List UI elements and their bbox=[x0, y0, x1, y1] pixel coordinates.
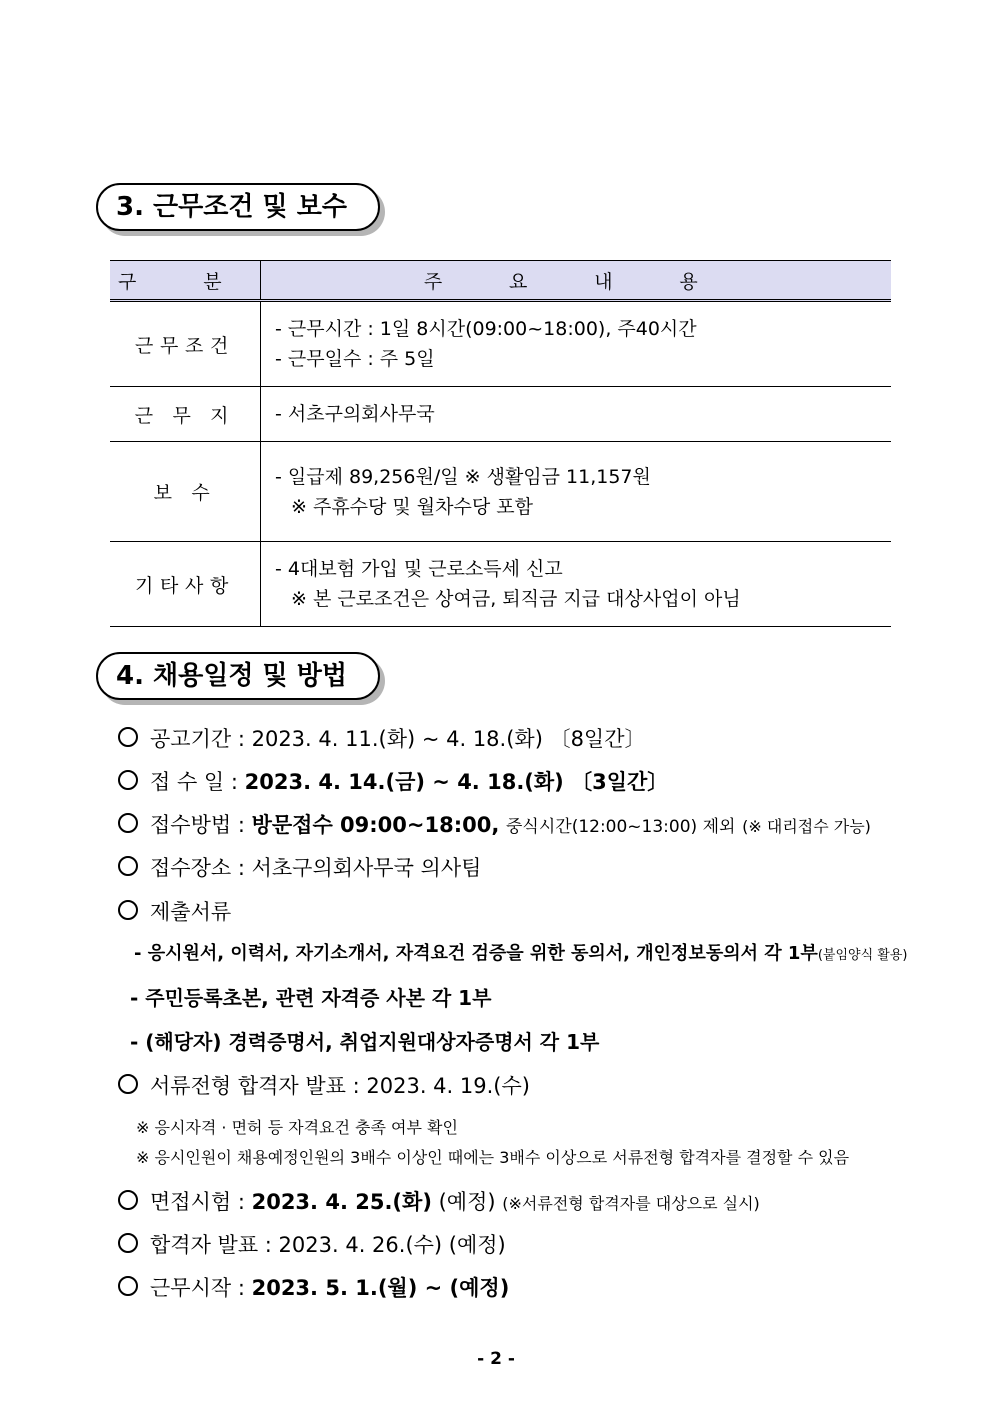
page-number: - 2 - bbox=[477, 1349, 515, 1369]
table-row bbox=[110, 301, 891, 387]
list-item: 근무시작 : 2023. 5. 1.(월) ~ (예정) bbox=[118, 1272, 509, 1302]
list-item: 제출서류 bbox=[118, 896, 231, 926]
note-text: ※ 응시인원이 채용예정인원의 3배수 이상인 때에는 3배수 이상으로 서류전형 합격자를 결정할 수 있음 bbox=[136, 1148, 850, 1167]
row-content: - 근무시간 : 1일 8시간(09:00~18:00), 주40시간 - 근무일수 : 주 5일 bbox=[261, 301, 892, 387]
table-header bbox=[110, 261, 891, 301]
row-label: 기타사항 bbox=[110, 542, 261, 627]
table-row bbox=[110, 387, 891, 442]
section-3-title: 3. 근무조건 및 보수 bbox=[96, 183, 380, 231]
circle-bullet-icon bbox=[118, 1233, 138, 1253]
circle-bullet-icon bbox=[118, 727, 138, 747]
work-conditions-table bbox=[110, 260, 891, 627]
row-content: - 일급제 89,256원/일 ※ 생활임금 11,157원 ※ 주휴수당 및 월차수당 포함 bbox=[261, 442, 892, 542]
header-content: 주 요 내 용 bbox=[261, 261, 892, 301]
section-4-title: 4. 채용일정 및 방법 bbox=[96, 652, 380, 700]
list-item: 접 수 일 : 2023. 4. 14.(금) ~ 4. 18.(화) 〔3일간〕 bbox=[118, 766, 668, 796]
header-category: 구 분 bbox=[110, 261, 261, 301]
row-label: 보 수 bbox=[110, 442, 261, 542]
row-label: 근무조건 bbox=[110, 301, 261, 387]
list-item: - (해당자) 경력증명서, 취업지원대상자증명서 각 1부 bbox=[130, 1030, 600, 1054]
row-content: - 서초구의회사무국 bbox=[261, 387, 892, 442]
table-row bbox=[110, 442, 891, 542]
row-content: - 4대보험 가입 및 근로소득세 신고 ※ 본 근로조건은 상여금, 퇴직금 지급 대상사업이 아님 bbox=[261, 542, 892, 627]
list-item: 공고기간 : 2023. 4. 11.(화) ~ 4. 18.(화) 〔8일간〕 bbox=[118, 723, 646, 753]
list-item: - 응시원서, 이력서, 자기소개서, 자격요건 검증을 위한 동의서, 개인정보동의서 각 1부(붙임양식 활용) bbox=[134, 943, 908, 964]
list-item: 면접시험 : 2023. 4. 25.(화) (예정) (※서류전형 합격자를 대상으로 실시) bbox=[118, 1186, 760, 1216]
table-row bbox=[110, 542, 891, 627]
list-item: 접수장소 : 서초구의회사무국 의사팀 bbox=[118, 852, 481, 882]
circle-bullet-icon bbox=[118, 770, 138, 790]
circle-bullet-icon bbox=[118, 1190, 138, 1210]
circle-bullet-icon bbox=[118, 900, 138, 920]
circle-bullet-icon bbox=[118, 856, 138, 876]
note-text: ※ 응시자격 · 면허 등 자격요건 충족 여부 확인 bbox=[136, 1118, 458, 1137]
list-item: 합격자 발표 : 2023. 4. 26.(수) (예정) bbox=[118, 1229, 506, 1259]
list-item: 서류전형 합격자 발표 : 2023. 4. 19.(수) bbox=[118, 1070, 530, 1100]
row-label: 근 무 지 bbox=[110, 387, 261, 442]
list-item: 접수방법 : 방문접수 09:00~18:00, 중식시간(12:00~13:00) 제외 (※ 대리접수 가능) bbox=[118, 809, 871, 839]
list-item: - 주민등록초본, 관련 자격증 사본 각 1부 bbox=[130, 986, 492, 1010]
circle-bullet-icon bbox=[118, 1276, 138, 1296]
circle-bullet-icon bbox=[118, 813, 138, 833]
circle-bullet-icon bbox=[118, 1074, 138, 1094]
